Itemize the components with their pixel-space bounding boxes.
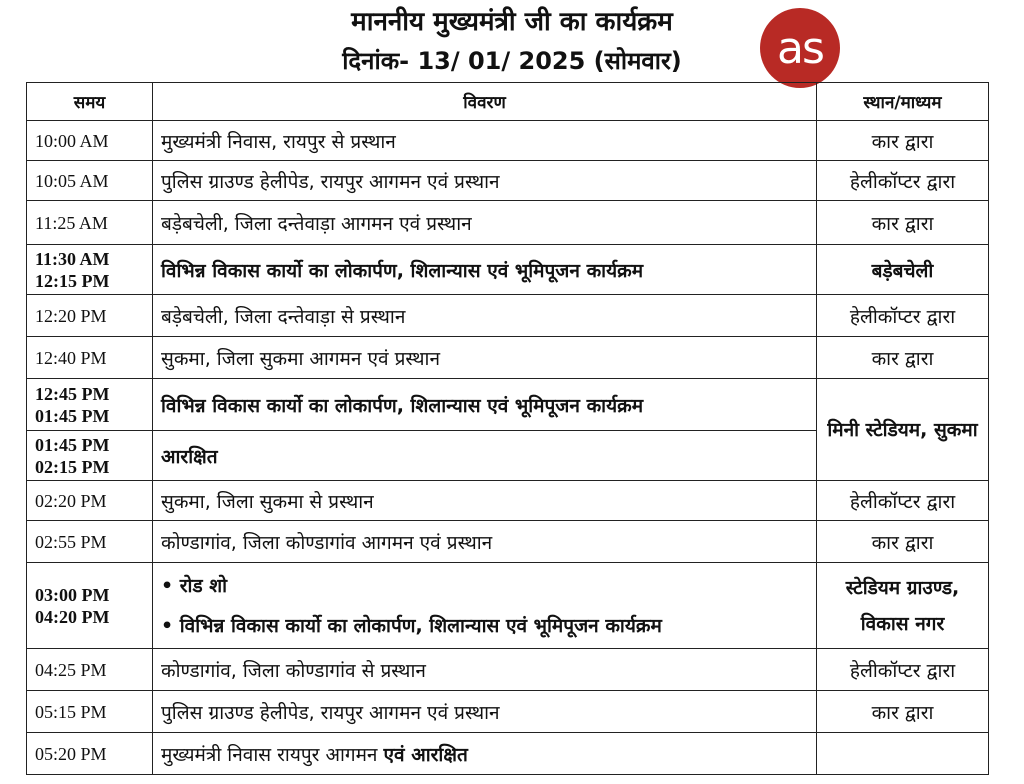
time-cell [27, 121, 153, 161]
time-cell [27, 733, 153, 775]
time-cell [27, 161, 153, 201]
bullet-item-road-show: • रोड शो [161, 574, 228, 597]
table-row [27, 295, 989, 337]
table-row [27, 691, 989, 733]
column-header-description: विवरण [153, 83, 817, 121]
place-cell: कार द्वारा [817, 521, 989, 563]
table-row [27, 121, 989, 161]
description-cell [153, 733, 817, 775]
place-cell: हेलीकॉप्टर द्वारा [817, 481, 989, 521]
bullet-item-development-works: • विभिन्न विकास कार्यो का लोकार्पण, शिलान्यास एवं भूमिपूजन कार्यक्रम [161, 614, 662, 637]
table-row [27, 521, 989, 563]
place-cell: हेलीकॉप्टर द्वारा [817, 295, 989, 337]
place-cell: कार द्वारा [817, 337, 989, 379]
description-cell: सुकमा, जिला सुकमा आगमन एवं प्रस्थान [153, 337, 817, 379]
time-end: 01:45 PM [35, 405, 110, 426]
place-cell: हेलीकॉप्टर द्वारा [817, 161, 989, 201]
time-start: 12:45 PM [35, 383, 110, 404]
description-cell: आरक्षित [153, 431, 817, 481]
time-start: 11:30 AM [35, 248, 110, 269]
place-cell: बड़ेबचेली [817, 245, 989, 295]
time-cell [27, 521, 153, 563]
time-text: 02:55 PM [35, 531, 107, 552]
time-cell [27, 295, 153, 337]
time-text: 11:25 AM [35, 212, 108, 233]
place-cell: कार द्वारा [817, 691, 989, 733]
column-header-place: स्थान/माध्यम [817, 83, 989, 121]
time-cell [27, 201, 153, 245]
time-cell [27, 649, 153, 691]
table-row [27, 337, 989, 379]
time-text: 05:20 PM [35, 743, 107, 764]
time-end: 02:15 PM [35, 456, 110, 477]
brand-logo: as [760, 8, 840, 88]
time-cell [27, 481, 153, 521]
place-cell [817, 563, 989, 649]
description-cell: मुख्यमंत्री निवास, रायपुर से प्रस्थान [153, 121, 817, 161]
table-row [27, 481, 989, 521]
page-title: माननीय मुख्यमंत्री जी का कार्यक्रम [351, 7, 673, 37]
table-row [27, 733, 989, 775]
place-line: विकास नगर [860, 612, 945, 635]
table-row [27, 379, 989, 431]
description-cell: पुलिस ग्राउण्ड हेलीपेड, रायपुर आगमन एवं प्रस्थान [153, 691, 817, 733]
description-cell: बड़ेबचेली, जिला दन्तेवाड़ा से प्रस्थान [153, 295, 817, 337]
time-start: 01:45 PM [35, 434, 110, 455]
place-cell-merged: मिनी स्टेडियम, सुकमा [817, 379, 989, 481]
bullet-text: रोड शो [179, 574, 228, 597]
description-cell: पुलिस ग्राउण्ड हेलीपेड, रायपुर आगमन एवं प्रस्थान [153, 161, 817, 201]
table-header-row [27, 83, 989, 121]
time-cell [27, 379, 153, 431]
place-line: स्टेडियम ग्राउण्ड, [845, 576, 960, 599]
time-cell [27, 691, 153, 733]
description-cell: सुकमा, जिला सुकमा से प्रस्थान [153, 481, 817, 521]
time-cell [27, 431, 153, 481]
column-header-time: समय [27, 83, 153, 121]
table-row [27, 245, 989, 295]
description-cell: विभिन्न विकास कार्यो का लोकार्पण, शिलान्यास एवं भूमिपूजन कार्यक्रम [153, 245, 817, 295]
time-text: 02:20 PM [35, 490, 107, 511]
place-cell: कार द्वारा [817, 121, 989, 161]
time-text: 12:40 PM [35, 347, 107, 368]
schedule-table [26, 82, 989, 775]
description-tail: एवं आरक्षित [383, 743, 468, 766]
description-cell [153, 563, 817, 649]
description-main: मुख्यमंत्री निवास रायपुर आगमन [161, 743, 378, 766]
time-text: 10:00 AM [35, 130, 109, 151]
time-start: 03:00 PM [35, 584, 110, 605]
description-cell: कोण्डागांव, जिला कोण्डागांव आगमन एवं प्रस्थान [153, 521, 817, 563]
time-text: 04:25 PM [35, 659, 107, 680]
table-row [27, 649, 989, 691]
time-end: 04:20 PM [35, 606, 110, 627]
time-text: 05:15 PM [35, 701, 107, 722]
table-row [27, 201, 989, 245]
time-text: 12:20 PM [35, 305, 107, 326]
place-cell-empty [817, 733, 989, 775]
description-cell: विभिन्न विकास कार्यो का लोकार्पण, शिलान्यास एवं भूमिपूजन कार्यक्रम [153, 379, 817, 431]
table-row [27, 563, 989, 649]
description-cell: बड़ेबचेली, जिला दन्तेवाड़ा आगमन एवं प्रस्थान [153, 201, 817, 245]
time-cell [27, 563, 153, 649]
place-cell: हेलीकॉप्टर द्वारा [817, 649, 989, 691]
time-text: 10:05 AM [35, 170, 109, 191]
bullet-text: विभिन्न विकास कार्यो का लोकार्पण, शिलान्यास एवं भूमिपूजन कार्यक्रम [179, 614, 662, 637]
table-row [27, 161, 989, 201]
description-cell: कोण्डागांव, जिला कोण्डागांव से प्रस्थान [153, 649, 817, 691]
place-cell: कार द्वारा [817, 201, 989, 245]
time-cell [27, 245, 153, 295]
time-end: 12:15 PM [35, 270, 110, 291]
time-cell [27, 337, 153, 379]
date-line: दिनांक- 13/ 01/ 2025 (सोमवार) [342, 47, 682, 75]
